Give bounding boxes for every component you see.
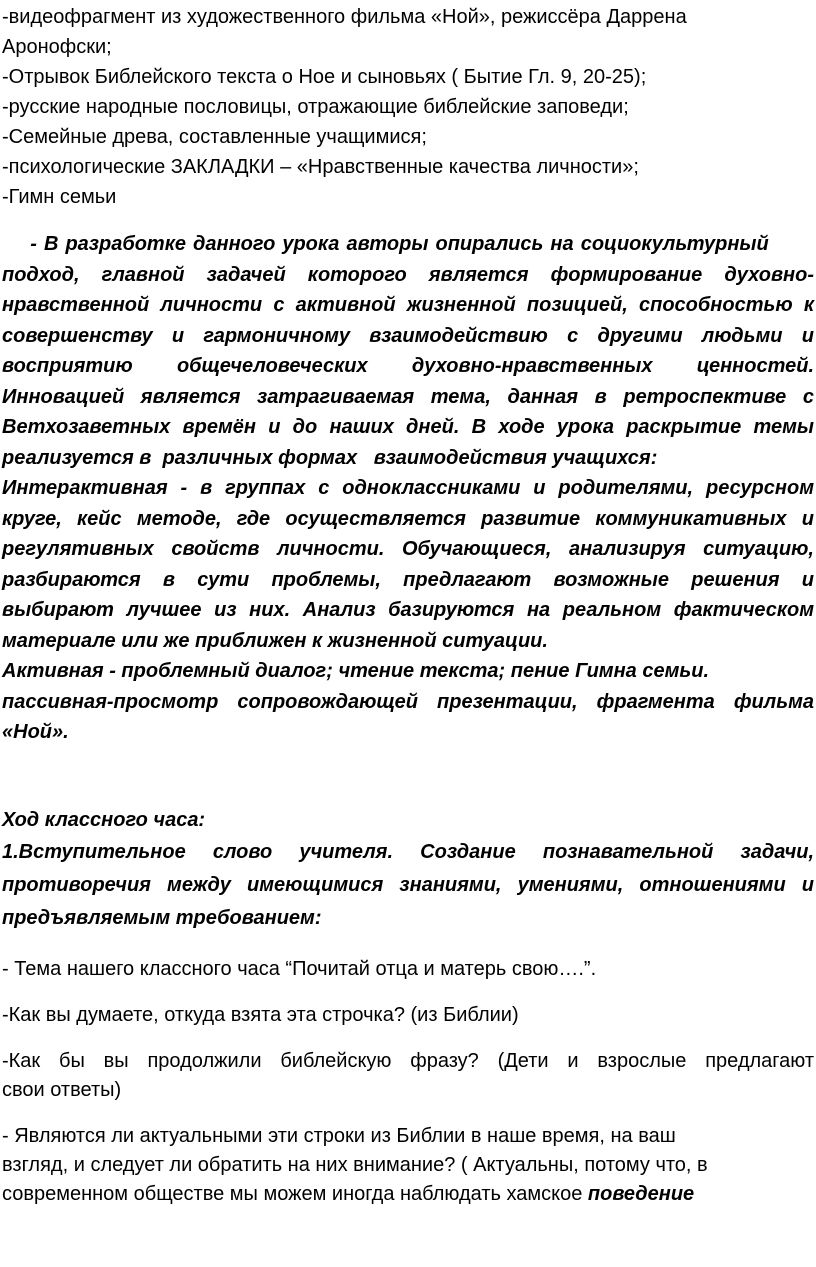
dialogue-line: -Как вы думаете, откуда взята эта строчка? (из Библии) [2,1004,519,1026]
list-line: -Отрывок Библейского текста о Ное и сыновьях ( Бытие Гл. 9, 20-25); [2,66,647,88]
paragraph-line: регулятивных свойств личности. Обучающиеся, анализируя ситуацию, [2,538,814,560]
paragraph-line: восприятию общечеловеческих духовно-нравственных ценностей. [2,355,814,377]
emphasis-text: поведение [587,1183,695,1205]
dialogue-line: - Являются ли актуальными эти строки из Библии в наше время, на ваш [2,1125,676,1147]
list-line: Аронофски; [2,36,112,58]
paragraph-line: выбирают лучшее из них. Анализ базируются на реальном фактическом [2,599,814,621]
paragraph-line: подход, главной задачей которого является формирование духовно- [2,263,814,286]
paragraph-line: реализуется в различных формах взаимодействия учащихся: [2,446,658,469]
paragraph-line: пассивная-просмотр сопровождающей презентации, фрагмента фильма [2,690,814,713]
list-line: -русские народные пословицы, отражающие библейские заповеди; [2,96,629,118]
step-line: противоречия между имеющимися знаниями, умениями, отношениями и [2,873,814,896]
step-line: 1.Вступительное слово учителя. Создание познавательной задачи, [2,840,814,863]
list-line: -Гимн семьи [2,186,117,208]
paragraph-line: круге, кейс методе, где осуществляется развитие коммуникативных и [2,507,814,530]
section-heading: Ход классного часа: [2,809,206,831]
dialogue-line: -Как бы вы продолжили библейскую фразу? (Дети и взрослые предлагают [2,1050,814,1072]
paragraph-line: «Ной». [2,721,69,743]
paragraph-line: материале или же приближен к жизненной ситуации. [2,629,548,652]
paragraph-line: Ветхозаветных времён и до наших дней. В ходе урока раскрытие темы [2,416,814,438]
paragraph-line: Интерактивная - в группах с одноклассниками и родителями, ресурсном [2,477,814,499]
paragraph-line: Активная - проблемный диалог; чтение текста; пение Гимна семьи. [2,660,710,682]
dialogue-line: взгляд, и следует ли обратить на них внимание? ( Актуальны, потому что, в [2,1154,708,1176]
course-section [2,805,814,935]
dialogue-line: свои ответы) [2,1079,122,1101]
dialogue-line: - Тема нашего классного часа “Почитай отца и матерь свою….”. [2,958,597,980]
step-line: предъявляемым требованием: [2,906,322,929]
dialogue-section [2,955,814,1209]
paragraph-line: Инновацией является затрагиваемая тема, данная в ретроспективе с [2,385,814,408]
paragraph-line: нравственной личности с активной жизненной позицией, способностью к [2,294,814,316]
dialogue-text: современном обществе мы можем иногда наблюдать хамское [2,1183,588,1205]
paragraph-line: совершенству и гармоничному взаимодействию с другими людьми и [2,324,814,347]
list-line: -психологические ЗАКЛАДКИ – «Нравственные качества личности»; [2,156,639,178]
paragraph-line: - В разработке данного урока авторы опирались на социокультурный [2,233,769,255]
list-line: -видеофрагмент из художественного фильма «Ной», режиссёра Даррена [2,6,687,28]
approach-paragraph [2,229,814,748]
materials-list [2,2,814,212]
paragraph-line: разбираются в сути проблемы, предлагают возможные решения и [2,568,814,591]
list-line: -Семейные древа, составленные учащимися; [2,126,427,148]
dialogue-line [2,1180,814,1209]
